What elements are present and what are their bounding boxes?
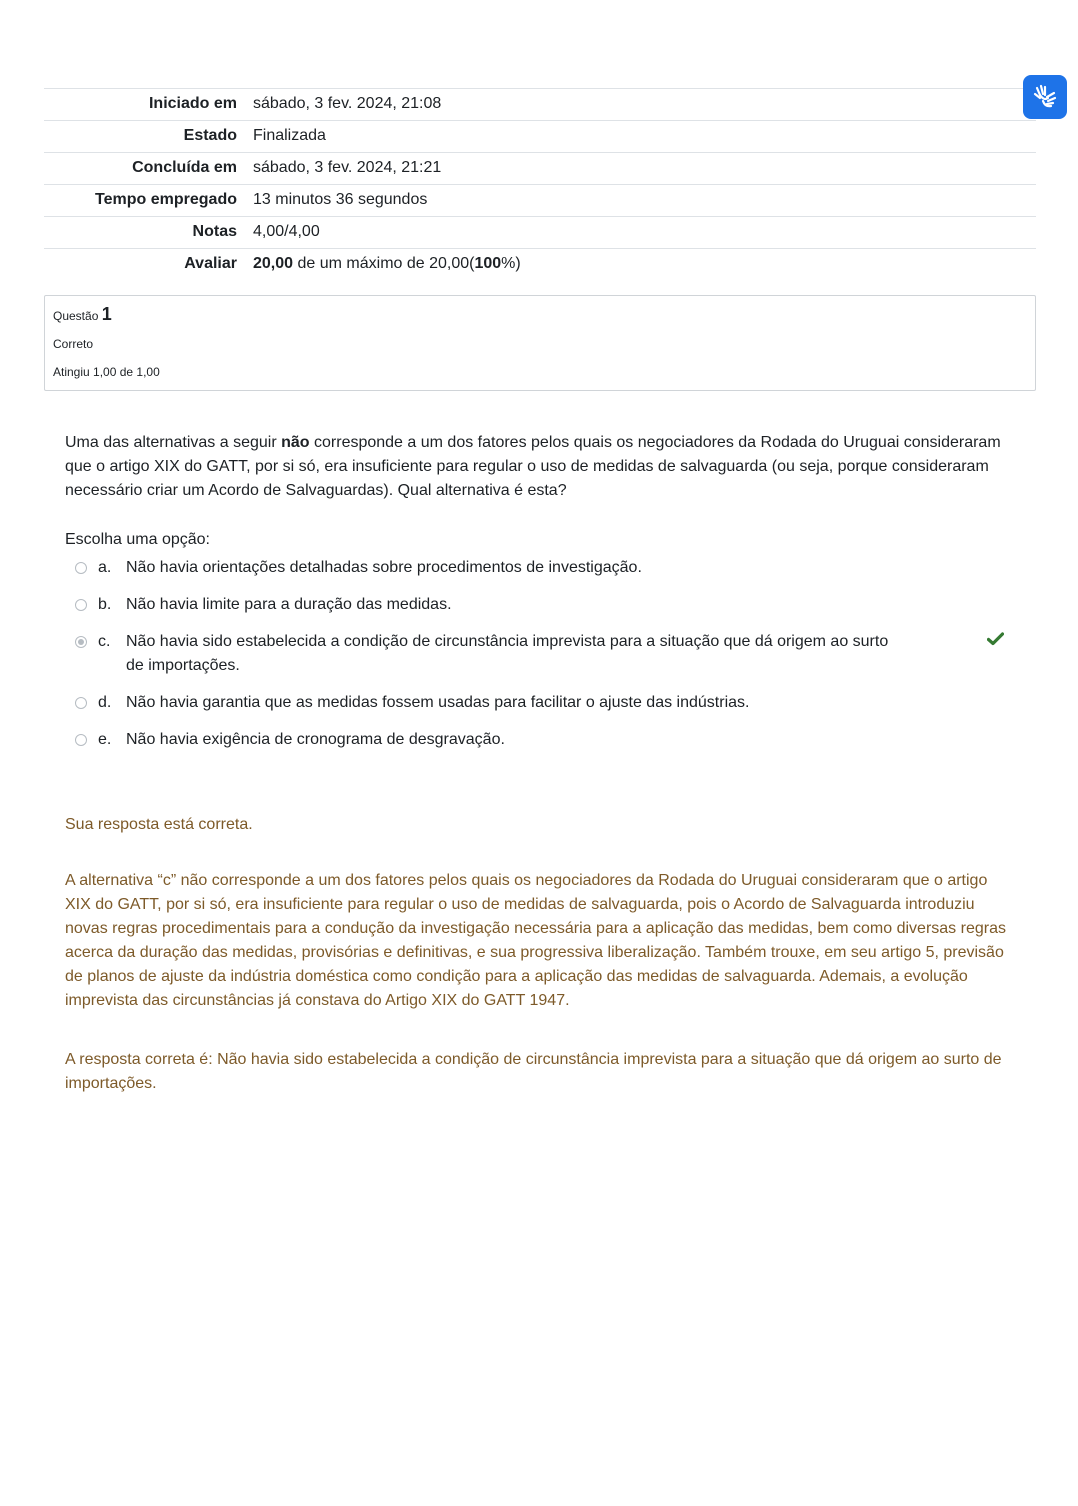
summary-value: sábado, 3 fev. 2024, 21:21 [245, 153, 1036, 185]
question-info-box [44, 295, 1036, 391]
sign-language-hands-icon [1031, 83, 1059, 111]
grade-suffix: %) [501, 255, 521, 272]
option-text: Não havia sido estabelecida a condição de circunstância imprevista para a situação que dá origem ao surto de importações. [126, 633, 889, 674]
option-letter: b. [98, 596, 112, 613]
answer-option-e[interactable] [65, 728, 1015, 752]
question-state: Correto [53, 337, 94, 351]
question-text [65, 431, 1015, 503]
feedback-status: Sua resposta está correta. [65, 816, 253, 833]
question-text-bold: não [281, 434, 310, 451]
answer-prompt: Escolha uma opção: [65, 531, 210, 548]
option-text: Não havia limite para a duração das medidas. [126, 596, 452, 613]
question-number-value: 1 [101, 304, 112, 324]
summary-row-grade [44, 249, 1036, 281]
summary-label: Concluída em [44, 153, 245, 185]
summary-row-marks [44, 217, 1036, 249]
grade-percent: 100 [474, 255, 502, 272]
summary-row-completed [44, 153, 1036, 185]
accessibility-sign-language-button[interactable] [1023, 75, 1067, 119]
answer-option-a[interactable] [65, 556, 1015, 580]
question-prefix: Questão [53, 309, 99, 323]
radio-button[interactable] [75, 697, 87, 709]
radio-button-selected[interactable] [75, 636, 87, 648]
grade-middle: de um máximo de 20,00( [293, 255, 475, 272]
option-letter: d. [98, 694, 112, 711]
summary-value: Finalizada [245, 121, 1036, 153]
summary-label: Tempo empregado [44, 185, 245, 217]
summary-label: Iniciado em [44, 89, 245, 121]
feedback-explanation: A alternativa “c” não corresponde a um dos fatores pelos quais os negociadores da Rodada do Uruguai consideraram que o artigo XIX do GATT, por si só, era insuficiente para regular o uso de medidas de salvaguarda, pois o Acordo de Salvaguarda introduziu novas regras procedimentais para a condução da investigação necessária para a aplicação das medidas, bem como diversas regras acerca da duração das medidas, provisórias e definitivas, e sua progressiva liberalização. Também trouxe, em seu artigo 5, previsão de planos de ajuste da indústria doméstica como condição para a aplicação das medidas de salvaguarda. Ademais, a evolução imprevista das circunstâncias já constava do Artigo XIX do GATT 1947. [65, 872, 1006, 1009]
option-letter: e. [98, 731, 112, 748]
grade-score: 20,00 [253, 255, 294, 272]
option-letter: a. [98, 559, 112, 576]
answer-options [65, 556, 1015, 765]
summary-label: Avaliar [44, 249, 245, 281]
answer-option-c[interactable] [65, 630, 1015, 678]
summary-value: 4,00/4,00 [245, 217, 1036, 249]
question-text-end: corresponde a um dos fatores pelos quais os negociadores da Rodada do Uruguai consideraram que o artigo XIX do GATT, por si só, era insuficiente para regular o uso de medidas de salvaguarda (ou seja, porque consideraram necessário criar um Acordo de Salvaguardas). Qual alternativa é esta? [65, 434, 1001, 499]
summary-label: Estado [44, 121, 245, 153]
summary-label: Notas [44, 217, 245, 249]
radio-button[interactable] [75, 734, 87, 746]
summary-value [245, 249, 1036, 281]
summary-value: sábado, 3 fev. 2024, 21:08 [245, 89, 1036, 121]
option-text: Não havia orientações detalhadas sobre procedimentos de investigação. [126, 559, 642, 576]
summary-row-state [44, 121, 1036, 153]
feedback-right-answer: A resposta correta é: Não havia sido estabelecida a condição de circunstância imprevista para a situação que dá origem ao surto de importações. [65, 1051, 1002, 1092]
radio-button[interactable] [75, 562, 87, 574]
answer-option-d[interactable] [65, 691, 1015, 715]
correct-check-icon [987, 630, 1004, 654]
attempt-summary-table [44, 88, 1036, 280]
option-text: Não havia garantia que as medidas fossem usadas para facilitar o ajuste das indústrias. [126, 694, 750, 711]
answer-option-b[interactable] [65, 593, 1015, 617]
summary-value: 13 minutos 36 segundos [245, 185, 1036, 217]
summary-row-time-taken [44, 185, 1036, 217]
option-letter: c. [98, 633, 111, 650]
option-text: Não havia exigência de cronograma de desgravação. [126, 731, 505, 748]
radio-button[interactable] [75, 599, 87, 611]
question-text-start: Uma das alternativas a seguir [65, 434, 282, 451]
question-mark: Atingiu 1,00 de 1,00 [53, 365, 160, 379]
summary-row-started [44, 89, 1036, 121]
question-number [53, 304, 1027, 326]
